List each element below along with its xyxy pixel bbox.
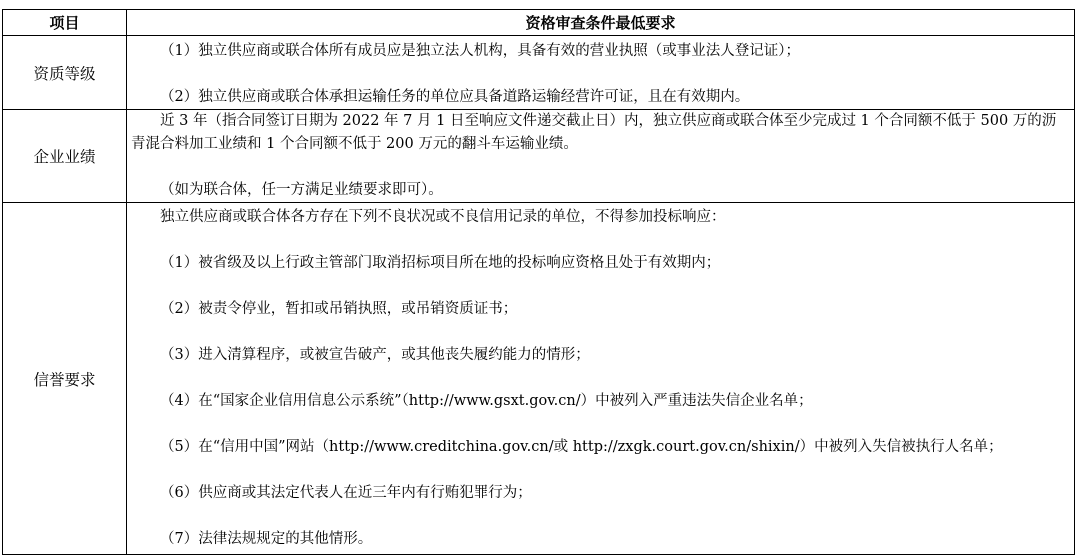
table-row-qualification: [3, 36, 1075, 110]
row-content-qualification: [127, 36, 1075, 110]
paragraph: 近 3 年（指合同签订日期为 2022 年 7 月 1 日至响应文件递交截止日）内，独立供应商或联合体至少完成过 1 个合同额不低于 500 万的沥青混合料加工业绩和 1 个合同额不低于 200 万元的翻斗车运输业绩。: [131, 113, 1057, 152]
header-requirements: 资格审查条件最低要求: [127, 10, 1075, 36]
row-label-qualification: 资质等级: [3, 36, 127, 110]
paragraph: （2）被责令停业，暂扣或吊销执照，或吊销资质证书；: [160, 301, 518, 317]
header-item: 项目: [3, 10, 127, 36]
paragraph: （6）供应商或其法定代表人在近三年内有行贿犯罪行为；: [160, 485, 532, 501]
paragraph: （4）在“国家企业信用信息公示系统”（http://www.gsxt.gov.cn/）中被列入严重违法失信企业名单；: [160, 393, 813, 409]
document-page: [2, 9, 1074, 555]
table-header-row: [3, 10, 1075, 36]
table-row-credit: [3, 203, 1075, 555]
paragraph: （2）独立供应商或联合体承担运输任务的单位应具备道路运输经营许可证，且在有效期内。: [160, 89, 750, 105]
qualification-requirements-table: [2, 9, 1075, 555]
paragraph: （如为联合体，任一方满足业绩要求即可）。: [160, 182, 443, 198]
row-label-credit: 信誉要求: [3, 203, 127, 555]
paragraph: （3）进入清算程序，或被宣告破产，或其他丧失履约能力的情形；: [160, 347, 590, 363]
row-content-performance: [127, 110, 1075, 203]
paragraph: （5）在“信用中国”网站（http://www.creditchina.gov.cn/或 http://zxgk.court.gov.cn/shixin/）中被列入失信被执行人名单；: [160, 439, 1003, 455]
paragraph: （7）法律法规规定的其他情形。: [160, 531, 373, 547]
table-row-performance: [3, 110, 1075, 203]
paragraph: （1）被省级及以上行政主管部门取消招标项目所在地的投标响应资格且处于有效期内；: [160, 255, 721, 271]
paragraph: 独立供应商或联合体各方存在下列不良状况或不良信用记录的单位，不得参加投标响应：: [160, 209, 726, 225]
row-label-performance: 企业业绩: [3, 110, 127, 203]
row-content-credit: [127, 203, 1075, 555]
paragraph: （1）独立供应商或联合体所有成员应是独立法人机构，具备有效的营业执照（或事业法人登记证）；: [160, 43, 800, 59]
